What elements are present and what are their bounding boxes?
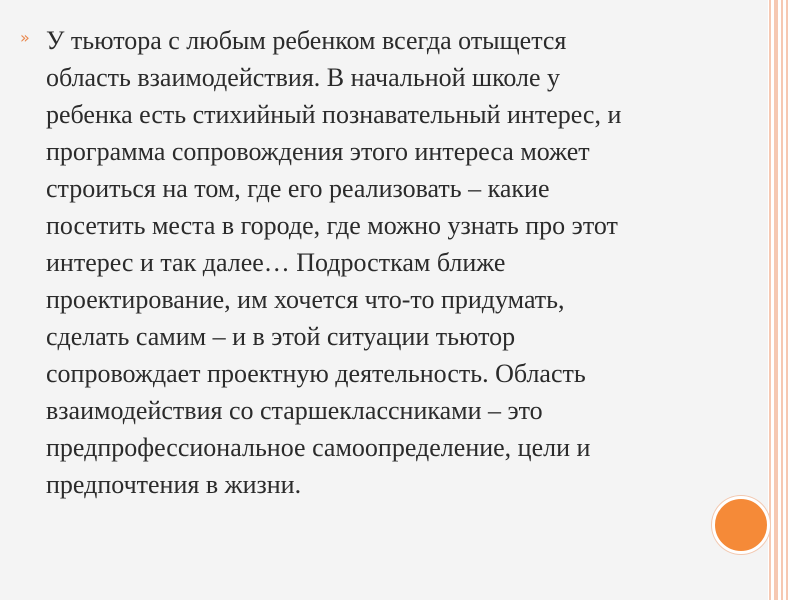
text-line: У тьютора с любым ребенком всегда отыщется [46,26,567,55]
decorative-stripe [774,0,778,600]
text-line: программа сопровождения этого интереса может [46,137,590,166]
decorative-circle-icon [712,496,770,554]
text-line: интерес и так далее… Подросткам ближе [46,248,506,277]
text-line: строиться на том, где его реализовать – какие [46,174,550,203]
text-line: сделать самим – и в этой ситуации тьютор [46,322,516,351]
text-line: проектирование, им хочется что-то придумать, [46,285,565,314]
text-line: предпочтения в жизни. [46,470,302,499]
text-line: область взаимодействия. В начальной школе у [46,63,561,92]
bullet-icon: » [20,28,30,47]
decorative-stripe [786,0,788,600]
text-line: взаимодействия со старшеклассниками – это [46,396,543,425]
text-line: ребенка есть стихийный познавательный интерес, и [46,100,622,129]
decorative-stripe [781,0,783,600]
slide-body-text [46,22,746,503]
decorative-stripe [769,0,771,600]
text-line: предпрофессиональное самоопределение, цели и [46,433,591,462]
text-line: сопровождает проектную деятельность. Область [46,359,586,388]
text-line: посетить места в городе, где можно узнать про этот [46,211,618,240]
